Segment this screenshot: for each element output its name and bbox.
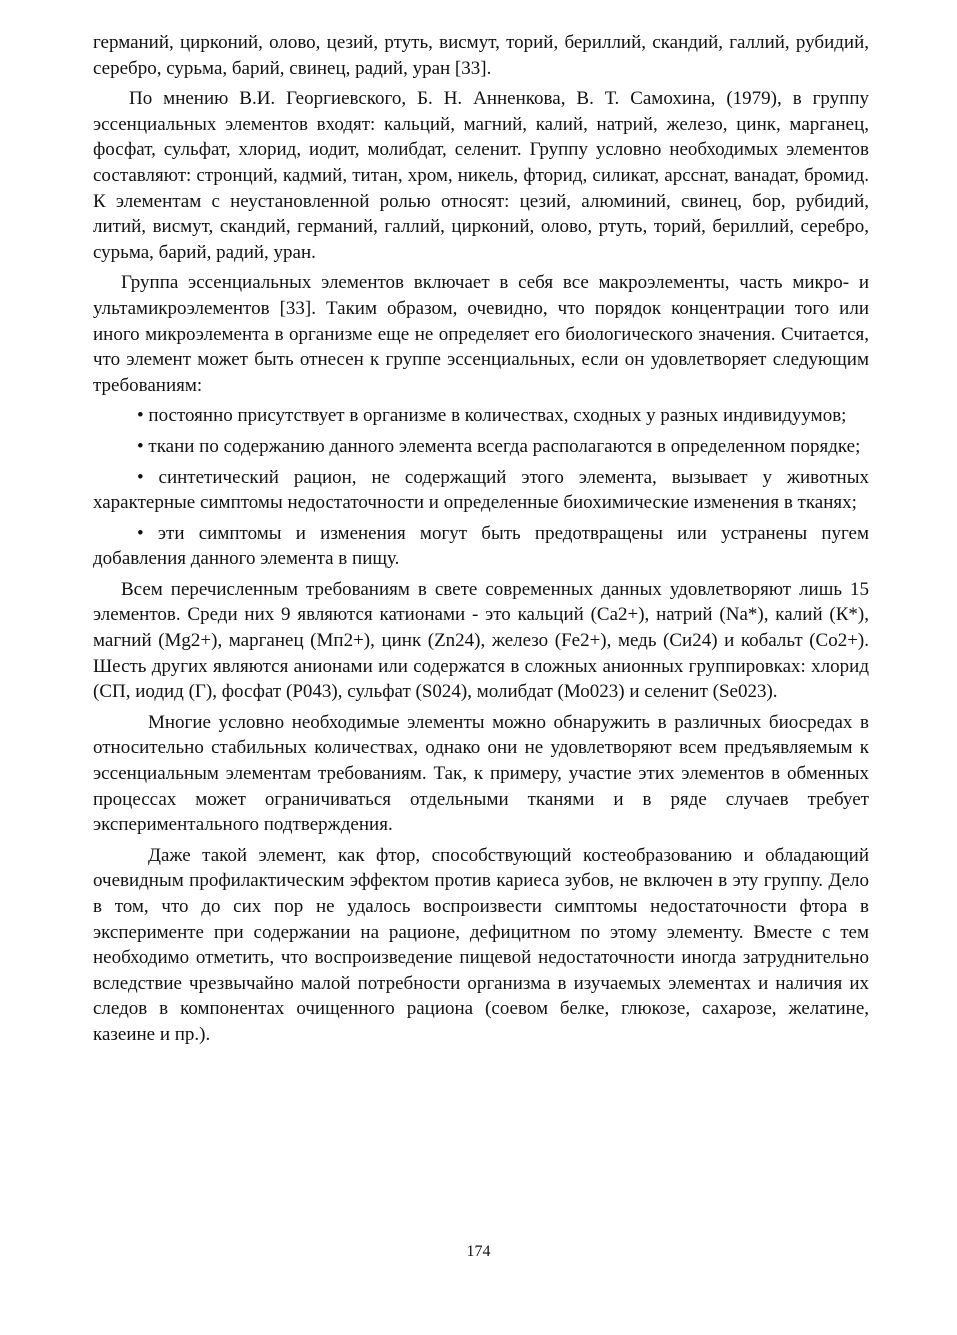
paragraph-fluorine: Даже такой элемент, как фтор, способствующий костеобразованию и обладающий очевидным профилактическим эффектом против кариеса зубов, не включен в эту группу. Дело в том, что до сих пор не удалось воспроизвести симптомы недостаточности фтора в эксперименте при содержании на рационе, дефицитном по этому элементу. Вместе с тем необходимо отметить, что воспроизведение пищевой недостаточности иногда затруднительно вследствие чрезвычайно малой потребности организма в изучаемых элементах и наличия их следов в компонентах очищенного рациона (соевом белке, глюкозе, сахарозе, желатине, казеине и пр.). bbox=[93, 844, 869, 1045]
paragraph-conditionally-essential: Многие условно необходимые элементы можно обнаружить в различных биосредах в относительно стабильных количествах, однако они не удовлетворяют всем предъявляемым к эссенциальным элементам требованиям. Так, к примеру, участие этих элементов в обменных процессах может ограничиваться отдельными тканями и в ряде случаев требует экспериментального подтверждения. bbox=[93, 711, 869, 836]
bullet-item-tissue-order: • ткани по содержанию данного элемента всегда располагаются в определенном порядке; bbox=[137, 435, 861, 457]
bullet-item-constant-presence: • постоянно присутствует в организме в количествах, сходных у разных индивидуумов; bbox=[137, 405, 847, 427]
paragraph-essential-group: Группа эссенциальных элементов включает в себя все макроэлементы, часть микро- и ультамикроэлементов [33]. Таким образом, очевидно, что порядок концентрации того или иного микроэлемента в организме еще не определяет его биологического значения. Считается, что элемент может быть отнесен к группе эссенциальных, если он удовлетворяет следующим требованиям: bbox=[93, 272, 869, 396]
document-body bbox=[93, 30, 869, 1053]
bullet-item-symptom-prevention: • эти симптомы и изменения могут быть предотвращены или устранены пугем добавления данного элемента в пищу. bbox=[93, 522, 869, 570]
paragraph-element-list-continuation: германий, цирконий, олово, цезий, ртуть, висмут, торий, бериллий, скандий, галлий, рубидий, серебро, сурьма, барий, свинец, радий, уран [33]. bbox=[93, 32, 869, 79]
paragraph-fifteen-elements: Всем перечисленным требованиям в свете современных данных удовлетворяют лишь 15 элементов. Среди них 9 являются катионами - это кальций (Са2+), натрий (Na*), калий (К*), магний (Mg2+), марганец (Мп2+), цинк (Zn24), железо (Fe2+), медь (Си24) и кобальт (Со2+). Шесть других являются анионами или содержатся в сложных анионных группировках: хлорид (СП, иодид (Г), фосфат (Р043), сульфат (S024), молибдат (Мо023) и селенит (Se023). bbox=[93, 578, 869, 703]
page-number: 174 bbox=[466, 1243, 491, 1260]
paragraph-georgievsky-classification: По мнению В.И. Георгиевского, Б. Н. Анненкова, В. Т. Самохина, (1979), в группу эссенциальных элементов входят: кальций, магний, калий, натрий, железо, цинк, марганец, фосфат, сульфат, хлорид, иодит, молибдат, селенит. Группу условно необходимых элементов составляют: стронций, кадмий, титан, хром, никель, фторид, силикат, арсснат, ванадат, бромид. К элементам с неустановленной ролью относят: цезий, алюминий, свинец, бор, рубидий, литий, висмут, скандий, германий, галлий, цирконий, олово, ртуть, торий, бериллий, серебро, сурьма, барий, радий, уран. bbox=[93, 88, 869, 263]
bullet-item-synthetic-ration: • синтетический рацион, не содержащий этого элемента, вызывает у животных характерные симптомы недостаточности и определенные биохимические изменения в тканях; bbox=[93, 466, 869, 514]
